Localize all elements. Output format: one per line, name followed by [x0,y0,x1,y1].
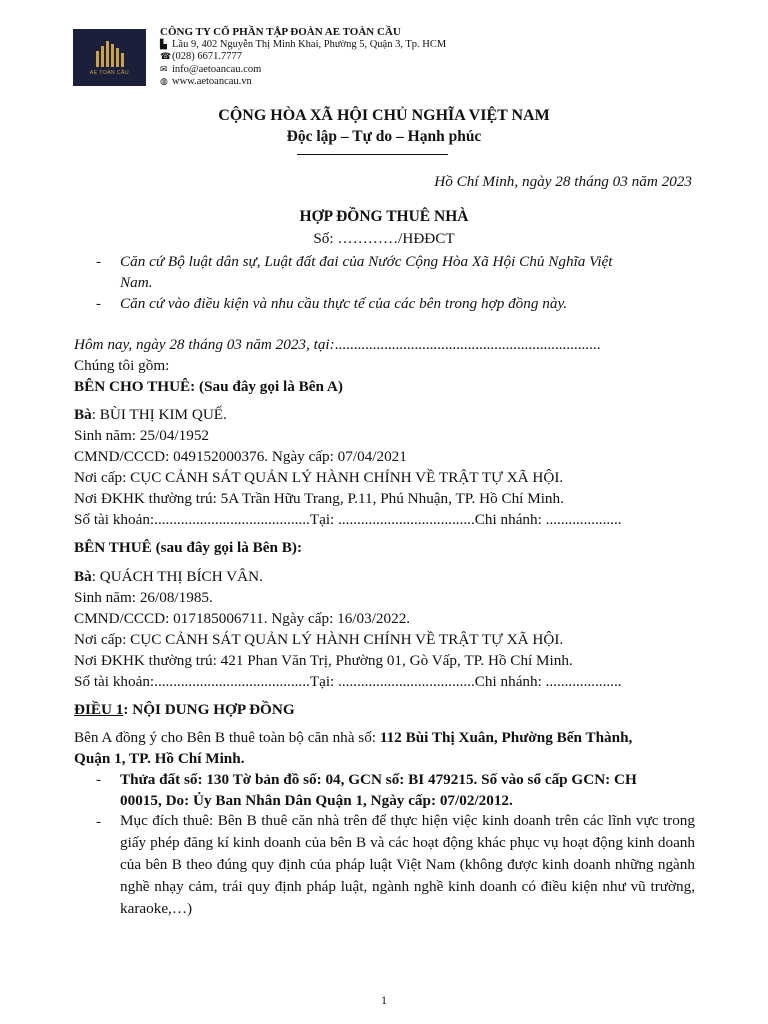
company-address: Lầu 9, 402 Nguyễn Thị Minh Khai, Phường 5, Quận 3, Tp. HCM [172,38,447,50]
party-b-residence: Nơi ĐKHK thường trú: 421 Phan Văn Trị, Phường 01, Gò Vấp, TP. Hồ Chí Minh. [74,652,573,669]
party-a-issued-by: Nơi cấp: CỤC CẢNH SÁT QUẢN LÝ HÀNH CHÍNH VỀ TRẬT TỰ XÃ HỘI. [74,469,564,486]
article-1-heading: ĐIỀU 1: NỘI DUNG HỢP ĐỒNG [74,701,295,718]
land-info-line2: 00015, Do: Ủy Ban Nhân Dân Quận 1, Ngày cấp: 07/02/2012. [120,792,513,809]
party-a-residence: Nơi ĐKHK thường trú: 5A Trần Hữu Trang, P.11, Phú Nhuận, TP. Hồ Chí Minh. [74,490,564,507]
legal-basis-2: Căn cứ vào điều kiện và nhu cầu thực tế của các bên trong hợp đồng này. [120,295,568,312]
party-b-name: Bà: QUÁCH THỊ BÍCH VÂN. [74,568,263,585]
dateline: Hồ Chí Minh, ngày 28 tháng 03 năm 2023 [434,173,692,190]
company-logo [73,29,146,86]
company-phone: (028) 6671.7777 [172,51,242,63]
bullet-dash: - [96,813,102,830]
building-small-icon: ▙ [160,39,167,50]
party-a-birth: Sinh năm: 25/04/1952 [74,427,210,444]
bullet-dash: - [96,771,102,788]
land-info-line1: Thửa đất số: 130 Tờ bản đồ số: 04, GCN số: BI 479215. Số vào sổ cấp GCN: CH [120,771,637,788]
party-a-account: Số tài khoản:.........................................Tại: ....................................Chi nhánh: .................... [74,511,622,528]
building-icon [93,39,127,69]
contract-number: Số: …………/HĐĐCT [313,230,455,247]
phone-icon: ☎ [160,52,172,63]
company-name: CÔNG TY CỔ PHẦN TẬP ĐOÀN AE TOÀN CẦU [160,26,401,38]
agreement-line2: Quận 1, TP. Hồ Chí Minh. [74,750,245,767]
party-b-id: CMND/CCCD: 017185006711. Ngày cấp: 16/03/2022. [74,610,411,627]
party-b-birth: Sinh năm: 26/08/1985. [74,589,213,606]
email-icon: ✉ [160,64,168,75]
bullet-dash: - [96,295,102,312]
party-a-id: CMND/CCCD: 049152000376. Ngày cấp: 07/04/2021 [74,448,407,465]
agreement-line1: Bên A đồng ý cho Bên B thuê toàn bộ căn nhà số: 112 Bùi Thị Xuân, Phường Bến Thành, [74,729,633,746]
legal-basis-1-line2: Nam. [120,274,153,291]
bullet-dash: - [96,253,102,270]
nation-heading: CỘNG HÒA XÃ HỘI CHỦ NGHĨA VIỆT NAM [218,107,550,124]
party-b-issued-by: Nơi cấp: CỤC CẢNH SÁT QUẢN LÝ HÀNH CHÍNH VỀ TRẬT TỰ XÃ HỘI. [74,631,564,648]
legal-basis-1-line1: Căn cứ Bộ luật dân sự, Luật đất đai của Nước Cộng Hòa Xã Hội Chủ Nghĩa Việt [120,253,613,270]
globe-icon: ◍ [160,77,168,88]
motto: Độc lập – Tự do – Hạnh phúc [286,128,482,145]
page-number: 1 [381,993,387,1007]
we-are: Chúng tôi gồm: [74,357,170,374]
motto-underline [297,154,448,155]
today-line: Hôm nay, ngày 28 tháng 03 năm 2023, tại:...................................................................... [74,336,601,353]
party-b-heading: BÊN THUÊ (sau đây gọi là Bên B): [74,539,302,556]
contract-title: HỢP ĐỒNG THUÊ NHÀ [299,208,469,225]
party-a-name: Bà: BÙI THỊ KIM QUẾ. [74,406,227,423]
company-website[interactable]: www.aetoancau.vn [172,76,252,88]
logo-text: AE TOÀN CẦU [89,70,130,76]
company-info [160,26,446,89]
company-email[interactable]: info@aetoancau.com [172,63,262,75]
party-b-account: Số tài khoản:.........................................Tại: ....................................Chi nhánh: .................... [74,673,622,690]
purpose-paragraph: Mục đích thuê: Bên B thuê căn nhà trên để thực hiện việc kinh doanh trên các lĩnh vực trong giấy phép đăng kí kinh doanh của bên B và các hoạt động khác phục vụ hoạt động kinh doanh của bên B theo đúng quy định của pháp luật Việt Nam (không được kinh doanh những ngành nghề nhạy cảm, trái quy định pháp luật, ngành nghề kinh doanh có điều kiện như vũ trường, karaoke,…) [120,812,695,917]
party-a-heading: BÊN CHO THUÊ: (Sau đây gọi là Bên A) [74,378,343,395]
